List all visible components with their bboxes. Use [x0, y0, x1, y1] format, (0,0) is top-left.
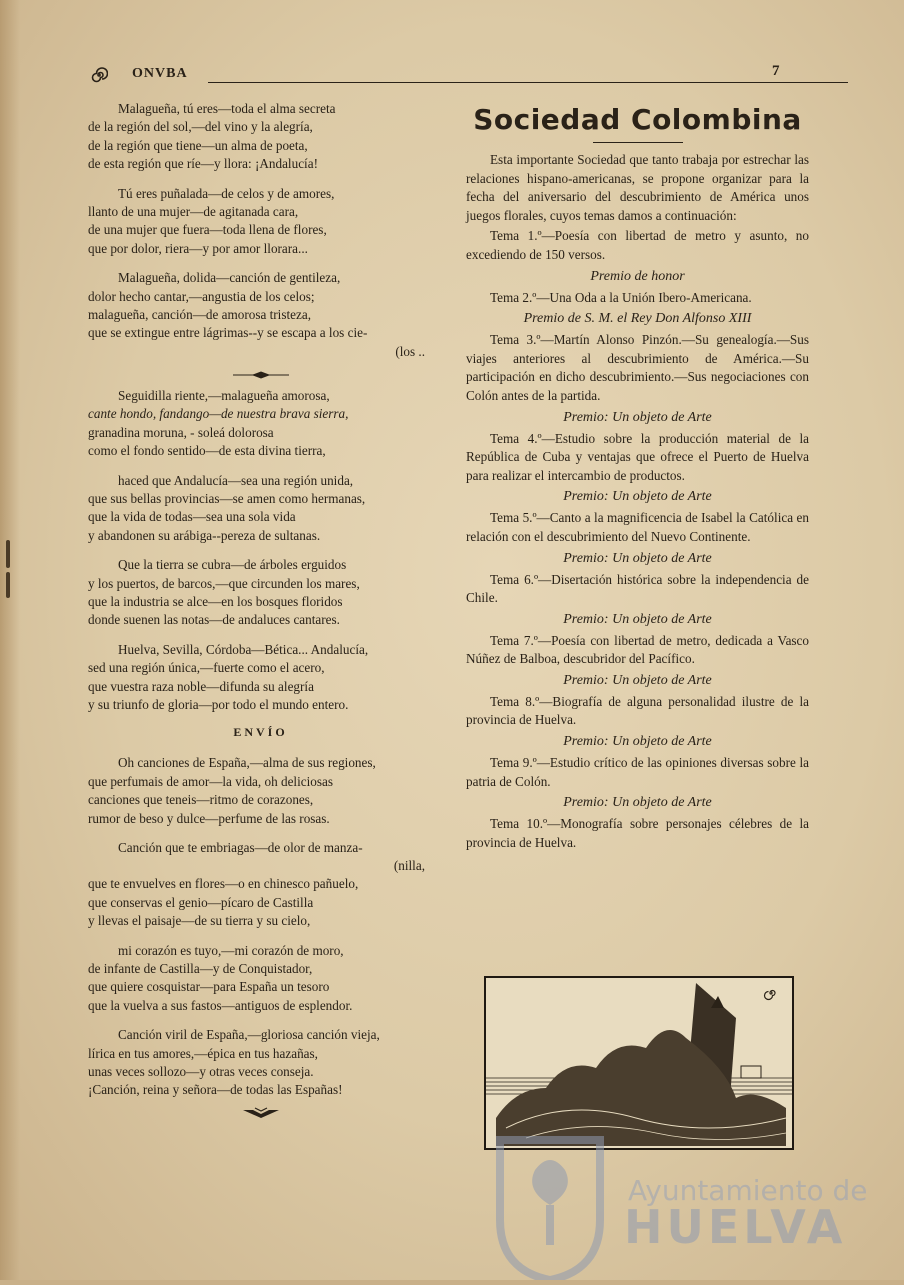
page-header [90, 60, 790, 90]
poem-stanza [88, 185, 433, 259]
page-number: 7 [772, 63, 780, 79]
staple-top [6, 540, 10, 568]
tema-text: Tema 3.º—Martín Alonso Pinzón.—Su genealogía.—Sus viajes anteriores al descubrimiento de América.—Su participación en dicho descubrimiento.—Sus negociaciones con Colón antes de la partida. [466, 332, 809, 403]
poem-stanza [88, 269, 433, 361]
header-rule [208, 82, 848, 83]
poem-line: que se extingue entre lágrimas--y se escapa a los cie- [88, 325, 368, 341]
sociedad-intro: Esta importante Sociedad que tanto trabaja por estrechar las relaciones hispano-americanas, se propone organizar para la fecha del aniversario del descubrimiento de América unos juegos florales, cuyos temas damos a continuación: [466, 152, 809, 223]
poem-line: rumor de beso y dulce—perfume de las rosas. [88, 810, 330, 826]
poem-stanza [88, 875, 433, 930]
poem-line: mi corazón es tuyo,—mi corazón de moro, [118, 942, 344, 958]
tema-text: Tema 10.º—Monografía sobre personajes célebres de la provincia de Huelva. [466, 816, 809, 850]
poem-line: Canción viril de España,—gloriosa canción vieja, [118, 1027, 380, 1043]
poem-line: de infante de Castilla—y de Conquistador, [88, 961, 313, 977]
tema-text: Tema 8.º—Biografía de alguna personalidad ilustre de la provincia de Huelva. [466, 693, 809, 728]
poem-line: y llevas el paisaje—de su tierra y su cielo, [88, 913, 311, 929]
poem-line-continuation: (nilla, [393, 858, 425, 874]
poem-line: Oh canciones de España,—alma de sus regiones, [118, 755, 376, 771]
poem-line: haced que Andalucía—sea una región unida, [118, 472, 354, 488]
poem-line: de una mujer que fuera—toda llena de flores, [88, 222, 327, 238]
poem-line: Malagueña, dolida—canción de gentileza, [118, 270, 341, 286]
poem-line: que la vuelva a sus fastos—antiguos de esplendor. [88, 997, 353, 1013]
poem-line: que sus bellas provincias—se amen como hermanas, [88, 490, 366, 506]
poem-line: canciones que teneis—ritmo de corazones, [88, 792, 314, 808]
poem-line: y su triunfo de gloria—por todo el mundo entero. [88, 696, 349, 712]
poem-line: de esta región que ríe—y llora: ¡Andalucía! [88, 156, 318, 172]
poem-line: cante hondo, fandango—de nuestra brava sierra, [88, 406, 349, 422]
poem-line: llanto de una mujer—de agitanada cara, [88, 204, 299, 220]
poem-line: unas veces sollozo—y otras veces conseja. [88, 1064, 314, 1080]
poem-line: que la industria se alce—en los bosques floridos [88, 593, 343, 609]
tema-text: Tema 5.º—Canto a la magnificencia de Isabel la Católica en relación con el descubrimiento del Nuevo Continente. [466, 510, 809, 544]
poem-line: que la vida de todas—sea una sola vida [88, 509, 296, 525]
poem-stanza [88, 472, 433, 546]
sociedad-column [466, 100, 809, 854]
poem-line: Que la tierra se cubra—de árboles erguidos [118, 557, 347, 573]
poem-stanza [88, 942, 433, 1016]
staple-bottom [6, 572, 10, 598]
tema-text: Tema 1.º—Poesía con libertad de metro y asunto, no excediendo de 150 versos. [466, 228, 809, 262]
huelva-shield-watermark-icon [490, 1130, 610, 1280]
poem-line: que por dolor, riera—y por amor llorara... [88, 240, 308, 256]
poem-stanza [88, 641, 433, 715]
poem-line-continuation: (los .. [395, 343, 425, 359]
poem-line: Huelva, Sevilla, Córdoba—Bética... Andalucía, [118, 641, 369, 657]
watermark-line2: HUELVA [624, 1200, 847, 1254]
watermark-line1: Ayuntamiento de [628, 1174, 868, 1207]
tema-text: Tema 2.º—Una Oda a la Unión Ibero-Americana. [490, 289, 752, 305]
poem-line: que te envuelves en flores—o en chinesco pañuelo, [88, 876, 359, 892]
sociedad-title: Sociedad Colombina [473, 103, 802, 136]
tema-prize: Premio: Un objeto de Arte [563, 489, 712, 505]
poem-line: que perfumais de amor—la vida, oh deliciosas [88, 773, 333, 789]
landscape-engraving [484, 976, 794, 1150]
section-divider [88, 367, 433, 375]
poem-line: que vuestra raza noble—difunda su alegría [88, 678, 314, 694]
tema-prize: Premio: Un objeto de Arte [563, 611, 712, 627]
end-ornament [88, 1106, 433, 1124]
poem-line: lírica en tus amores,—épica en tus hazañas, [88, 1045, 318, 1061]
tema-text: Tema 9.º—Estudio crítico de las opiniones diversas sobre la patria de Colón. [466, 755, 809, 789]
tema-text: Tema 4.º—Estudio sobre la producción material de la República de Cuba y ventajas que ofrece el Puerto de Huelva para realizar el intercambio de productos. [466, 430, 809, 483]
tema-text: Tema 7.º—Poesía con libertad de metro, dedicada a Vasco Núñez de Balboa, descubridor del Pacífico. [466, 632, 809, 667]
poem-line: malagueña, canción—de amorosa tristeza, [88, 307, 311, 323]
title-underline [593, 142, 683, 143]
poem-line: Canción que te embriagas—de olor de manza- [118, 840, 363, 855]
poem-stanza [88, 100, 433, 174]
poem-line: Tú eres puñalada—de celos y de amores, [118, 185, 335, 201]
divider-ornament-icon [231, 371, 291, 379]
poem-line: Malagueña, tú eres—toda el alma secreta [118, 101, 336, 116]
poem-column [88, 100, 433, 1124]
tema-text: Tema 6.º—Disertación histórica sobre la independencia de Chile. [466, 571, 809, 606]
landscape-illustration-icon [486, 978, 792, 1148]
poem-line: dolor hecho cantar,—angustia de los celos; [88, 288, 315, 304]
tema-prize: Premio: Un objeto de Arte [563, 795, 712, 811]
tema-prize: Premio: Un objeto de Arte [563, 672, 712, 688]
poem-line: y abandonen su arábiga--pereza de sultanas. [88, 527, 321, 543]
spiral-ornament-icon [90, 66, 108, 84]
poem-line: y los puertos, de barcos,—que circunden los mares, [88, 575, 360, 591]
ayuntamiento-watermark [490, 1130, 890, 1280]
poem-line: sed una región única,—fuerte como el acero, [88, 660, 325, 676]
poem-line: que conservas el genio—pícaro de Castilla [88, 894, 314, 910]
page-binding-edge [0, 0, 20, 1280]
poem-stanza [88, 839, 433, 875]
poem-stanza [88, 387, 433, 461]
tema-prize: Premio: Un objeto de Arte [563, 550, 712, 566]
poem-line: como el fondo sentido—de esta divina tierra, [88, 443, 326, 459]
tema-prize: Premio de S. M. el Rey Don Alfonso XIII [523, 311, 752, 327]
poem-line: de la región que tiene—un alma de poeta, [88, 137, 308, 153]
tema-prize: Premio: Un objeto de Arte [563, 409, 712, 425]
envio-heading: ENVÍO [233, 725, 288, 740]
poem-line: que quiere cosquistar—para España un tesoro [88, 979, 330, 995]
poem-stanza [88, 1026, 433, 1100]
poem-stanza [88, 754, 433, 828]
poem-line: donde suenen las notas—de andaluces cantares. [88, 612, 340, 628]
tema-prize: Premio de honor [590, 268, 685, 284]
poem-line: de la región del sol,—del vino y la alegría, [88, 119, 313, 135]
end-ornament-icon [241, 1106, 281, 1120]
poem-stanza [88, 556, 433, 630]
tema-prize: Premio: Un objeto de Arte [563, 734, 712, 750]
poem-line: Seguidilla riente,—malagueña amorosa, [118, 387, 330, 403]
poem-line: ¡Canción, reina y señora—de todas las Españas! [88, 1082, 343, 1098]
poem-line: granadina moruna, - soleá dolorosa [88, 424, 274, 440]
magazine-title: ONVBA [132, 66, 188, 81]
